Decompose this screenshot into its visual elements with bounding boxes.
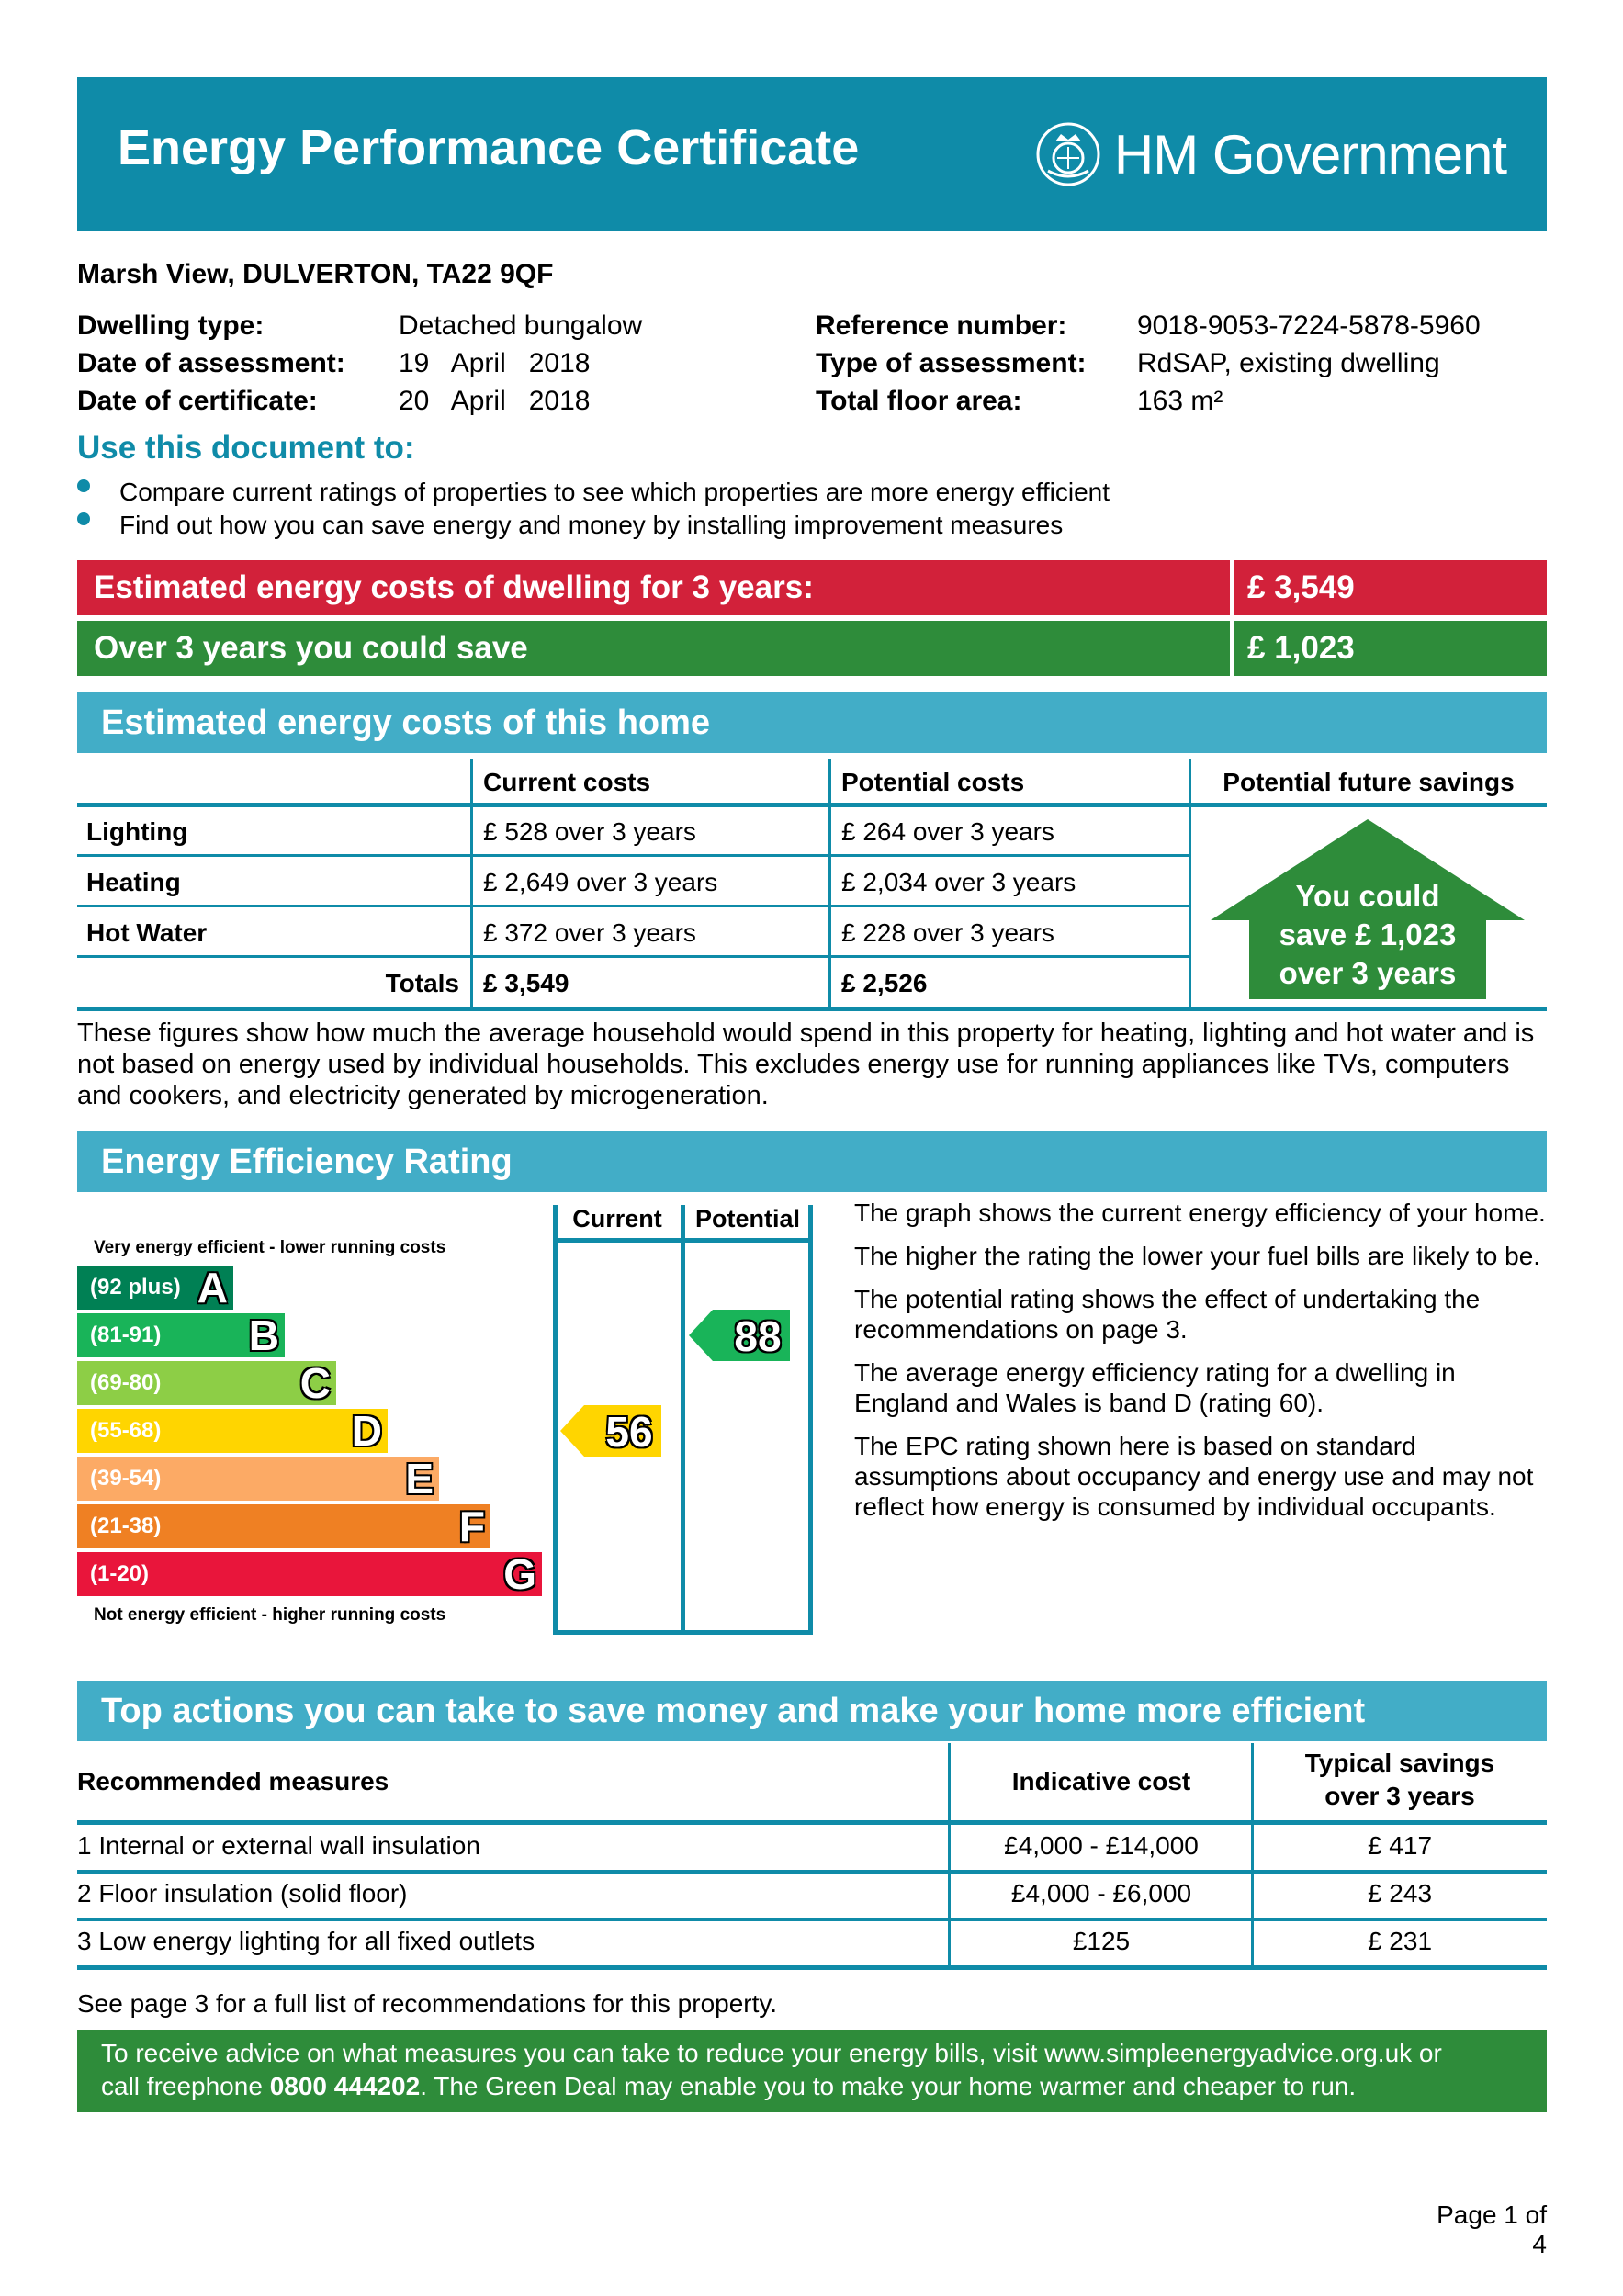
detail-label: Total floor area: — [816, 386, 1022, 416]
royal-crest-icon — [1035, 121, 1101, 187]
savings-arrow-line: over 3 years — [1279, 956, 1457, 990]
col-potential-label: Potential — [694, 1205, 800, 1232]
efficiency-section-title: Energy Efficiency Rating — [101, 1142, 513, 1181]
bottom-efficiency-note: Not energy efficient - higher running costs — [94, 1605, 446, 1625]
bullet-icon — [77, 512, 90, 525]
actions-header-cost: Indicative cost — [1011, 1767, 1191, 1795]
detail-label: Date of certificate: — [77, 386, 318, 416]
band-letter: F — [458, 1503, 485, 1550]
rating-band-a — [77, 1266, 233, 1310]
potential-rating-value: 88 — [734, 1312, 782, 1360]
estimated-cost-label: Estimated energy costs of dwelling for 3 years: — [94, 569, 814, 605]
band-letter: G — [503, 1550, 536, 1598]
property-address: Marsh View, DULVERTON, TA22 9QF — [77, 259, 554, 289]
cost-row-current: £ 528 over 3 years — [483, 817, 696, 846]
band-range: (21-38) — [90, 1514, 162, 1538]
chart-frame — [77, 1205, 812, 1637]
costs-note: These figures show how much the average household would spend in this property for heating, lighting and hot water and is not based on energy used by individual households. This excludes energy use for running appliances like TVs, computers and cookers, and electricity generated by microgeneration. — [77, 1019, 1535, 1110]
cost-row-current: £ 2,649 over 3 years — [483, 868, 718, 896]
current-rating-value: 56 — [605, 1408, 653, 1456]
brand-text: HM Government — [1113, 123, 1506, 186]
detail-value: 9018-9053-7224-5878-5960 — [1137, 310, 1481, 341]
efficiency-paragraph: The higher the rating the lower your fuel bills are likely to be. — [854, 1242, 1541, 1270]
rating-band-b — [77, 1313, 285, 1357]
detail-label: Reference number: — [816, 310, 1067, 341]
col-current-label: Current — [572, 1205, 662, 1232]
detail-value: 19 April 2018 — [399, 348, 591, 378]
band-range: (39-54) — [90, 1466, 162, 1491]
action-cost: £4,000 - £14,000 — [1004, 1831, 1199, 1860]
band-letter: C — [299, 1359, 331, 1407]
use-doc-bullet: Find out how you can save energy and money by installing improvement measures — [119, 511, 1064, 539]
savings-band — [77, 621, 1547, 676]
advice-text: call freephone — [101, 2072, 270, 2100]
actions-section-header — [77, 1681, 1547, 1741]
band-range: (1-20) — [90, 1561, 150, 1586]
cost-row-name: Hot Water — [86, 918, 208, 947]
cost-row-potential: £ 2,034 over 3 years — [841, 868, 1076, 896]
rating-band-g — [77, 1552, 542, 1596]
detail-value: Detached bungalow — [399, 310, 643, 341]
bullet-icon — [77, 479, 90, 492]
rating-band-f — [77, 1504, 490, 1548]
action-cost: £4,000 - £6,000 — [1010, 1879, 1192, 1908]
page-number: Page 1 of 4 — [1437, 2200, 1547, 2258]
actions-header-savings-line: over 3 years — [1324, 1782, 1475, 1810]
efficiency-section-header — [77, 1131, 1547, 1192]
hm-government-logo — [1035, 118, 1506, 191]
action-measure: 1 Internal or external wall insulation — [77, 1831, 480, 1860]
band-range: (55-68) — [90, 1418, 162, 1443]
savings-arrow-line: You could — [1295, 879, 1440, 913]
advice-line-2 — [101, 2070, 1534, 2103]
detail-value: 163 m² — [1137, 386, 1223, 416]
cost-row-name: Heating — [86, 868, 181, 896]
detail-value: RdSAP, existing dwelling — [1137, 348, 1440, 378]
use-doc-title: Use this document to: — [77, 430, 415, 466]
cost-row-potential: £ 264 over 3 years — [841, 817, 1054, 846]
savings-value: £ 1,023 — [1230, 621, 1547, 676]
band-letter: E — [405, 1455, 434, 1503]
advice-line: To receive advice on what measures you can take to reduce your energy bills, visit www.simpleenergyadvice.org.uk or — [101, 2039, 1442, 2067]
top-efficiency-note: Very energy efficient - lower running costs — [94, 1238, 446, 1257]
col-header-potential: Potential costs — [841, 768, 1025, 796]
action-measure: 2 Floor insulation (solid floor) — [77, 1879, 408, 1908]
savings-arrow-line: save £ 1,023 — [1279, 917, 1457, 951]
savings-arrow-text — [1249, 877, 1486, 993]
efficiency-paragraph: The graph shows the current energy efficiency of your home. — [854, 1199, 1546, 1227]
estimated-cost-band — [77, 560, 1547, 615]
col-header-current: Current costs — [483, 768, 651, 796]
totals-current: £ 3,549 — [483, 969, 569, 997]
totals-potential: £ 2,526 — [841, 969, 928, 997]
actions-header-measure: Recommended measures — [77, 1767, 389, 1795]
action-saving: £ 231 — [1367, 1927, 1433, 1955]
band-letter: A — [197, 1264, 228, 1311]
detail-label: Date of assessment: — [77, 348, 345, 378]
action-saving: £ 417 — [1367, 1831, 1433, 1860]
advice-text: . The Green Deal may enable you to make your home warmer and cheaper to run. — [420, 2072, 1357, 2100]
detail-value: 20 April 2018 — [399, 386, 591, 416]
actions-header-savings-line: Typical savings — [1304, 1749, 1495, 1777]
detail-label: Dwelling type: — [77, 310, 265, 341]
actions-header-savings — [1253, 1747, 1547, 1813]
page-title: Energy Performance Certificate — [118, 120, 860, 175]
band-letter: B — [248, 1311, 279, 1359]
costs-section-title: Estimated energy costs of this home — [101, 703, 711, 742]
use-doc-bullet: Compare current ratings of properties to see which properties are more energy efficient — [119, 478, 1110, 506]
totals-label: Totals — [385, 969, 459, 997]
action-saving: £ 243 — [1367, 1879, 1433, 1908]
band-letter: D — [351, 1407, 382, 1455]
estimated-cost-value: £ 3,549 — [1230, 560, 1547, 615]
rating-band-d — [77, 1409, 388, 1453]
band-range: (92 plus) — [90, 1275, 181, 1300]
action-cost: £125 — [1072, 1927, 1131, 1955]
cost-row-current: £ 372 over 3 years — [483, 918, 696, 947]
efficiency-explanation — [854, 1198, 1547, 1522]
advice-banner — [77, 2030, 1547, 2112]
see-page-note: See page 3 for a full list of recommendations for this property. — [77, 1989, 778, 2018]
actions-section-title: Top actions you can take to save money and make your home more efficient — [101, 1692, 1366, 1730]
band-range: (69-80) — [90, 1370, 162, 1395]
freephone-number: 0800 444202 — [269, 2072, 421, 2100]
savings-label: Over 3 years you could save — [94, 630, 528, 666]
header-banner — [77, 77, 1547, 231]
rating-band-e — [77, 1457, 439, 1501]
efficiency-paragraph: The EPC rating shown here is based on standard assumptions about occupancy and energy use and may not reflect how energy is consumed by individual occupants. — [854, 1432, 1534, 1521]
col-header-savings: Potential future savings — [1223, 768, 1515, 796]
efficiency-paragraph: The average energy efficiency rating for a dwelling in England and Wales is band D (rating 60). — [854, 1358, 1456, 1417]
band-range: (81-91) — [90, 1322, 162, 1347]
cost-row-potential: £ 228 over 3 years — [841, 918, 1054, 947]
costs-section-header — [77, 692, 1547, 753]
cost-row-name: Lighting — [86, 817, 188, 846]
efficiency-paragraph: The potential rating shows the effect of undertaking the recommendations on page 3. — [854, 1285, 1481, 1344]
detail-label: Type of assessment: — [816, 348, 1087, 378]
rating-band-c — [77, 1361, 336, 1405]
action-measure: 3 Low energy lighting for all fixed outlets — [77, 1927, 535, 1955]
